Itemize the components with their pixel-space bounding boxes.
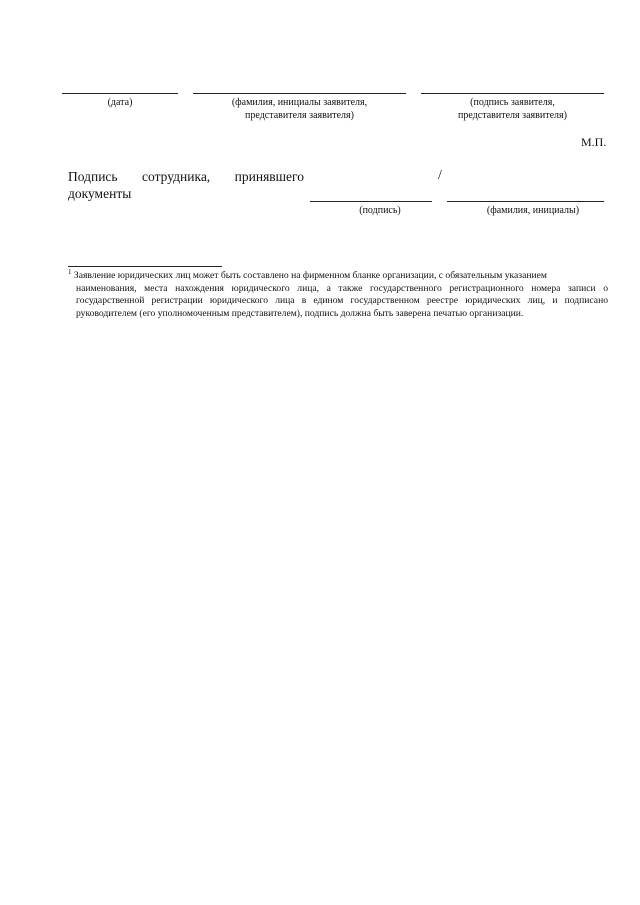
employee-name-line	[447, 201, 604, 202]
date-caption	[62, 96, 178, 109]
signature-separator: /	[438, 168, 442, 183]
employee-signature-label: Подпись сотрудника, принявшего документы	[68, 169, 304, 201]
employee-signature-caption: (подпись)	[359, 205, 401, 216]
applicant-signature-caption	[421, 96, 604, 122]
employee-name-caption: (фамилия, инициалы)	[486, 205, 580, 216]
footnote	[68, 267, 608, 320]
applicant-signature-line	[421, 93, 604, 94]
footnote-separator	[68, 266, 222, 267]
footnote-continuation: наименования, места нахождения юридического лица, а также государственного регистрационного номера записи о государственной регистрации юридического лица в едином государственном реестре юридических лиц, и подписано руководителем (его уполномоченным представителем), подпись должна быть заверена печатью организации.	[76, 282, 608, 319]
applicant-name-caption-line1: (фамилия, инициалы заявителя,	[231, 97, 368, 108]
stamp-label: М.П.	[581, 135, 607, 149]
date-caption-text: (дата)	[107, 97, 133, 108]
date-line	[62, 93, 178, 94]
applicant-signature-caption-line1: (подпись заявителя,	[470, 97, 555, 108]
applicant-name-caption	[193, 96, 406, 122]
footnote-marker: 1	[68, 267, 72, 276]
applicant-name-caption-line2: представителя заявителя)	[245, 110, 354, 121]
footnote-first-line: Заявление юридических лиц может быть составлено на фирменном бланке организации, с обязательным указанием	[73, 270, 547, 281]
applicant-name-line	[193, 93, 406, 94]
applicant-signature-caption-line2: представителя заявителя)	[458, 110, 567, 121]
employee-signature-line	[310, 201, 432, 202]
